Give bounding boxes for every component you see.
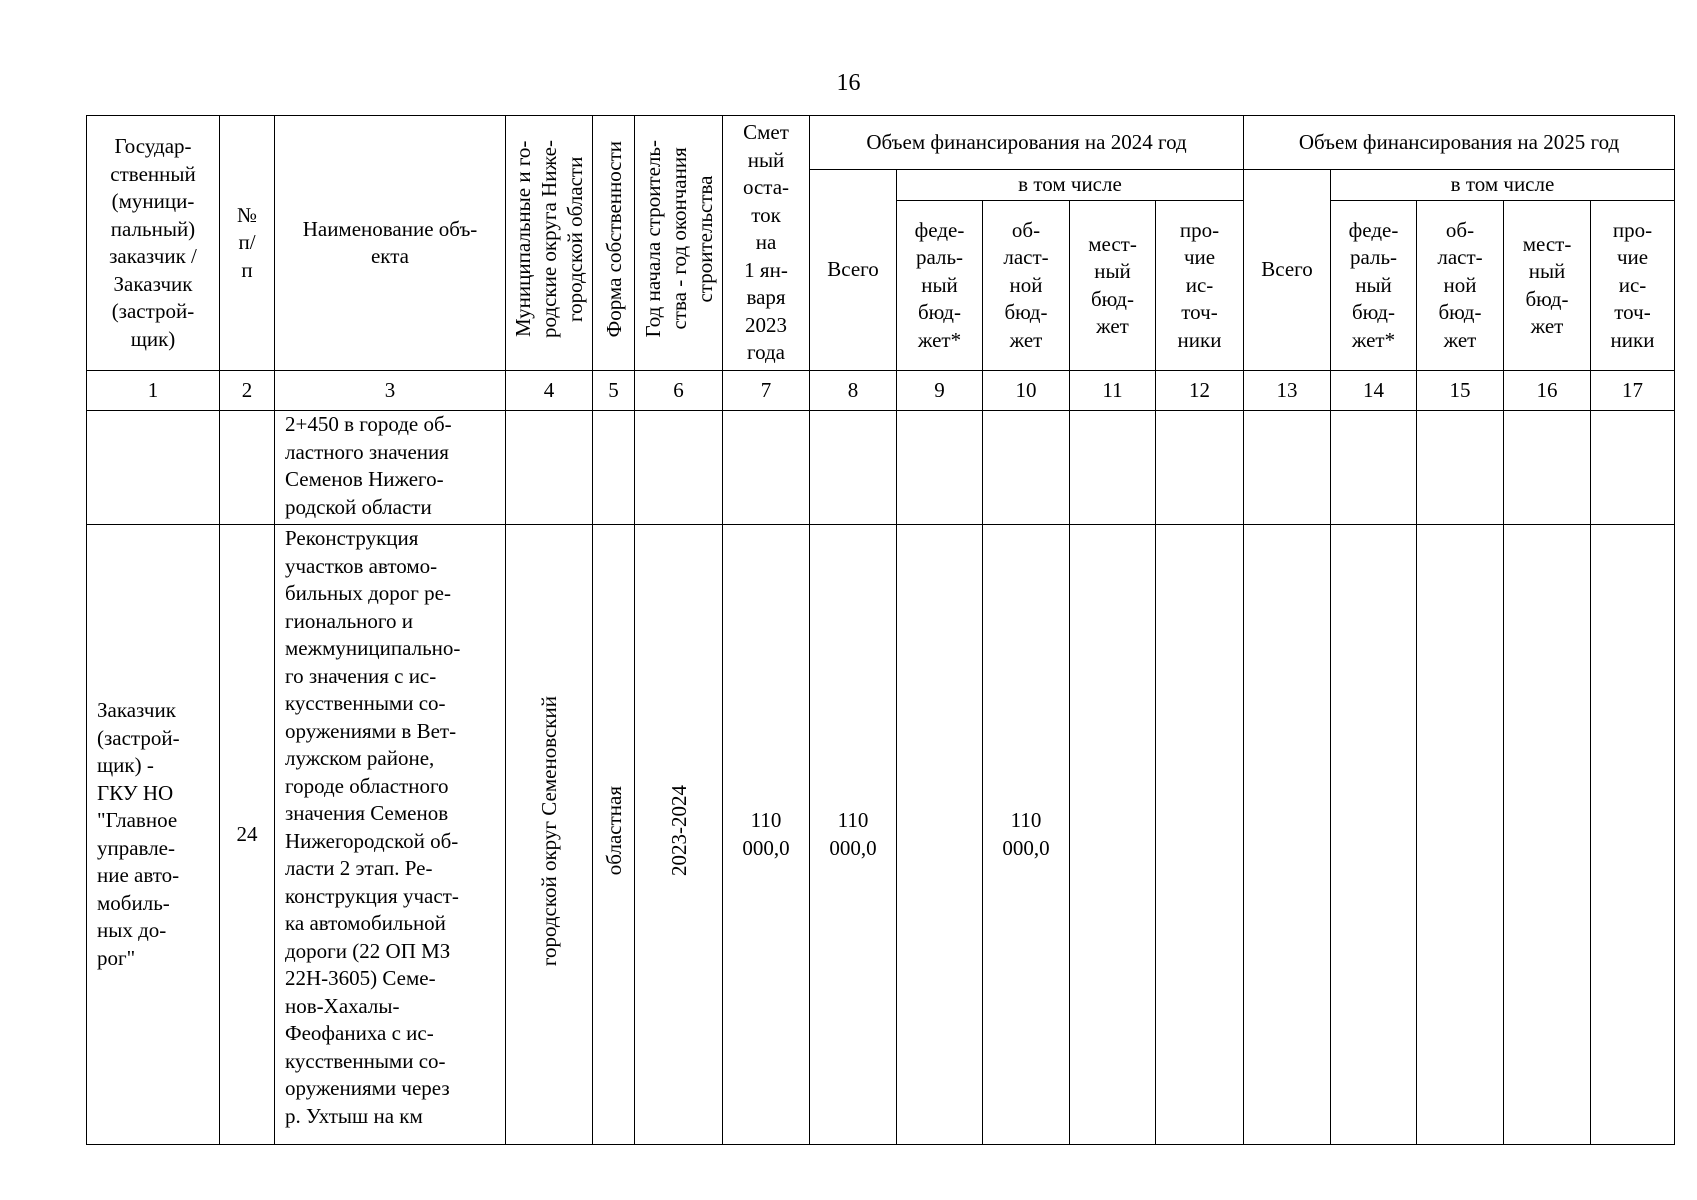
header-municipality-cell	[506, 116, 593, 371]
header-other-2025: про- чие ис- точ- ники	[1591, 201, 1675, 371]
empty-cell	[1070, 411, 1156, 525]
header-number: № п/ п	[220, 116, 275, 371]
column-number: 13	[1244, 371, 1331, 411]
empty-cell	[810, 411, 897, 525]
empty-cell	[1244, 411, 1331, 525]
header-other-2024: про- чие ис- точ- ники	[1156, 201, 1244, 371]
empty-cell	[1070, 525, 1156, 1145]
column-number: 8	[810, 371, 897, 411]
empty-cell	[220, 411, 275, 525]
row-municipality-cell	[506, 525, 593, 1145]
empty-cell	[723, 411, 810, 525]
column-number: 5	[593, 371, 635, 411]
header-local-2024: мест- ный бюд- жет	[1070, 201, 1156, 371]
empty-cell	[635, 411, 723, 525]
column-number: 1	[87, 371, 220, 411]
column-number: 9	[897, 371, 983, 411]
header-local-2025: мест- ный бюд- жет	[1504, 201, 1591, 371]
row-regional-2024: 110 000,0	[983, 525, 1070, 1145]
empty-cell	[897, 411, 983, 525]
header-financing-2025: Объем финансирования на 2025 год	[1244, 116, 1675, 170]
column-number: 2	[220, 371, 275, 411]
column-number: 14	[1331, 371, 1417, 411]
row-municipality: городской округ Семеновский	[537, 695, 561, 966]
empty-cell	[1156, 525, 1244, 1145]
row-estimate: 110 000,0	[723, 525, 810, 1145]
row-customer: Заказчик (застрой- щик) - ГКУ НО "Главное управле- ние авто- мобиль- ных до- рог"	[87, 525, 220, 1145]
header-years: Год начала строитель- ства - год окончания строительства	[640, 140, 717, 338]
empty-cell	[506, 411, 593, 525]
empty-cell	[1591, 411, 1675, 525]
header-total-2024: Всего	[810, 170, 897, 371]
column-number: 4	[506, 371, 593, 411]
column-number: 7	[723, 371, 810, 411]
column-number: 6	[635, 371, 723, 411]
empty-cell	[1156, 411, 1244, 525]
row-object-name: Реконструкция участков автомо- бильных дорог ре- гионального и межмуниципально- го значения с ис- кусственными со- оружениями в Вет- лужском районе, городе областного значения Семенов Нижегородской об- ласти 2 этап. Ре- конструкция участ- ка автомобильной дороги (22 ОП МЗ 22Н-3605) Семе- нов-Хахалы- Феофаниха с ис- кусственными со- оружениями через р. Ухтыш на км	[275, 525, 506, 1145]
column-number: 15	[1417, 371, 1504, 411]
column-number: 16	[1504, 371, 1591, 411]
empty-cell	[1331, 411, 1417, 525]
financing-table	[86, 115, 1675, 1145]
header-years-cell	[635, 116, 723, 371]
empty-cell	[983, 411, 1070, 525]
empty-cell	[1504, 525, 1591, 1145]
header-federal-2024: феде- раль- ный бюд- жет*	[897, 201, 983, 371]
row-ownership: областная	[601, 786, 626, 876]
header-estimate: Смет ный оста- ток на 1 ян- варя 2023 года	[723, 116, 810, 371]
header-including-2025: в том числе	[1331, 170, 1675, 201]
header-object-name: Наименование объ- екта	[275, 116, 506, 371]
empty-cell	[1417, 525, 1504, 1145]
column-number-row	[87, 371, 1675, 411]
header-federal-2025: феде- раль- ный бюд- жет*	[1331, 201, 1417, 371]
empty-cell	[87, 411, 220, 525]
empty-cell	[1504, 411, 1591, 525]
column-number: 12	[1156, 371, 1244, 411]
row-number: 24	[220, 525, 275, 1145]
row-total-2024: 110 000,0	[810, 525, 897, 1145]
header-financing-2024: Объем финансирования на 2024 год	[810, 116, 1244, 170]
header-ownership-cell	[593, 116, 635, 371]
empty-cell	[897, 525, 983, 1145]
header-regional-2024: об- ласт- ной бюд- жет	[983, 201, 1070, 371]
table-row	[87, 525, 1675, 1145]
header-regional-2025: об- ласт- ной бюд- жет	[1417, 201, 1504, 371]
empty-cell	[593, 411, 635, 525]
column-number: 11	[1070, 371, 1156, 411]
header-including-2024: в том числе	[897, 170, 1244, 201]
empty-cell	[1331, 525, 1417, 1145]
empty-cell	[1417, 411, 1504, 525]
row-ownership-cell	[593, 525, 635, 1145]
column-number: 17	[1591, 371, 1675, 411]
row-years-cell	[635, 525, 723, 1145]
continuation-object-name: 2+450 в городе об- ластного значения Семенов Нижего- родской области	[275, 411, 506, 525]
header-customer: Государ- ственный (муници- пальный) заказчик / Заказчик (застрой- щик)	[87, 116, 220, 371]
header-total-2025: Всего	[1244, 170, 1331, 371]
header-municipality: Муниципальные и го- родские округа Ниже- городской области	[511, 140, 587, 339]
header-ownership: Форма собственности	[601, 141, 626, 338]
page-number: 16	[836, 70, 861, 96]
row-years: 2023-2024	[666, 785, 691, 877]
empty-cell	[1244, 525, 1331, 1145]
column-number: 10	[983, 371, 1070, 411]
column-number: 3	[275, 371, 506, 411]
continuation-row	[87, 411, 1675, 525]
empty-cell	[1591, 525, 1675, 1145]
